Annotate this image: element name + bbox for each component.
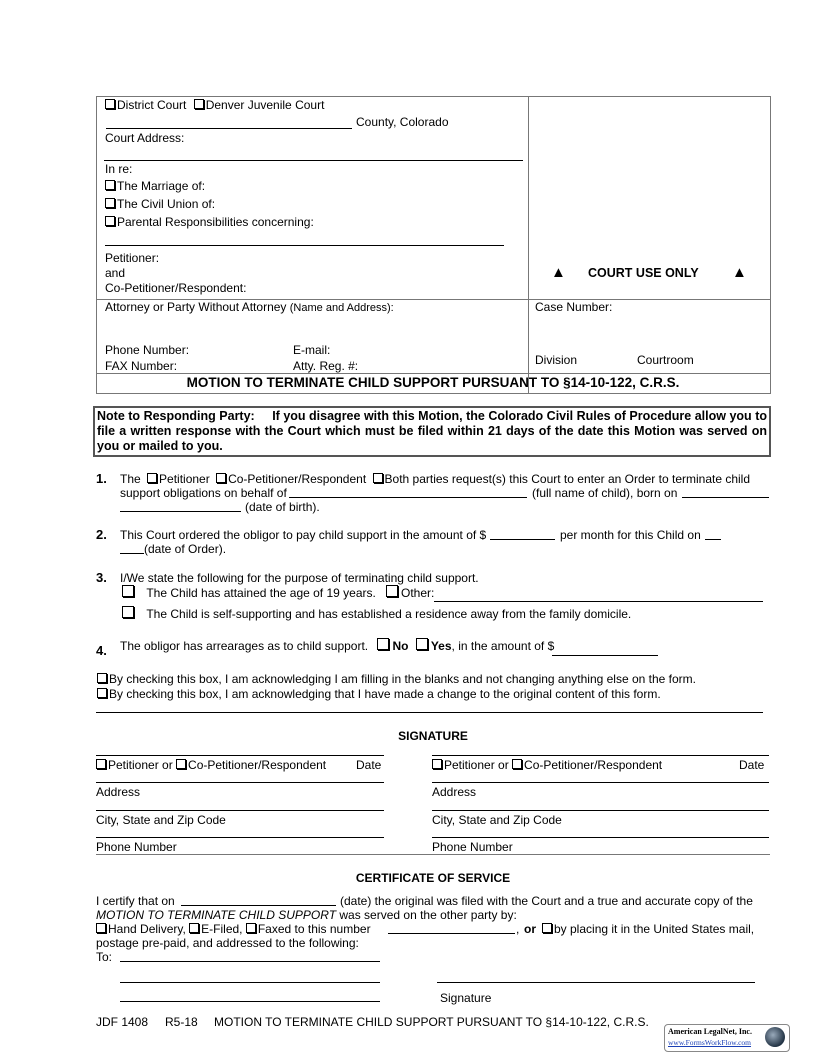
mail-label: by placing it in the United States mail, <box>554 922 755 936</box>
order-date-blank[interactable] <box>705 539 721 540</box>
court-address-label: Court Address: <box>105 131 185 145</box>
other-checkbox[interactable] <box>386 585 398 597</box>
age-19-checkbox[interactable] <box>122 585 134 597</box>
ack-2-row <box>97 687 661 701</box>
atty-reg-label: Atty. Reg. #: <box>293 359 359 373</box>
fax-label: FAX Number: <box>105 359 178 373</box>
item-3-line1: I/We state the following for the purpose of terminating child support. <box>120 571 479 585</box>
juvenile-court-checkbox[interactable] <box>194 99 204 109</box>
cert-mail-row <box>542 922 754 936</box>
sig-right-petitioner-label: Petitioner or <box>444 758 509 772</box>
city-label-left: City, State and Zip Code <box>96 813 226 827</box>
in-re-label: In re: <box>105 162 133 176</box>
sig-right-co-checkbox[interactable] <box>512 759 522 769</box>
address-label-left: Address <box>96 785 141 799</box>
cert-comma: , <box>516 922 520 936</box>
logo-url: www.FormsWorkFlow.com <box>668 1038 752 1047</box>
ack-1-checkbox[interactable] <box>97 673 107 683</box>
cert-line2 <box>96 908 517 922</box>
age-19-label: The Child has attained the age of 19 years. <box>146 586 376 600</box>
item-1-co-petitioner-checkbox[interactable] <box>216 473 226 483</box>
order-date-blank-2[interactable] <box>120 553 144 554</box>
self-supporting-checkbox[interactable] <box>122 606 134 618</box>
sig-left-date-label: Date <box>356 758 382 772</box>
item-2-number: 2. <box>96 527 107 542</box>
district-court-checkbox[interactable] <box>105 99 115 109</box>
courtroom-label: Courtroom <box>637 353 694 367</box>
item-3-option2-row <box>122 606 631 621</box>
arrears-no-checkbox[interactable] <box>377 638 389 650</box>
attorney-row <box>105 300 394 314</box>
petitioner-label: Petitioner: <box>105 251 160 265</box>
city-line-right[interactable] <box>432 810 769 811</box>
item-1-line1 <box>120 472 750 486</box>
footer-form-id: JDF 1408 <box>96 1015 149 1029</box>
civil-union-checkbox[interactable] <box>105 198 115 208</box>
ack-1-row <box>97 672 696 686</box>
item-4-text: The obligor has arrearages as to child support. <box>120 639 369 653</box>
support-amount-blank[interactable] <box>490 539 555 540</box>
fax-number-blank[interactable] <box>388 933 515 934</box>
ack-2-checkbox[interactable] <box>97 688 107 698</box>
court-use-only-label: COURT USE ONLY <box>588 266 699 280</box>
phone-line-right[interactable] <box>432 837 769 838</box>
other-blank[interactable] <box>434 601 763 602</box>
item-4-number: 4. <box>96 643 107 658</box>
address-line-left[interactable] <box>96 782 384 783</box>
cert-motion-title: MOTION TO TERMINATE CHILD SUPPORT <box>96 908 337 922</box>
court-address-blank[interactable] <box>104 160 523 161</box>
party-names-blank[interactable] <box>105 245 504 246</box>
address-blank-3[interactable] <box>120 1001 380 1002</box>
phone-line-left[interactable] <box>96 837 384 838</box>
faxed-checkbox[interactable] <box>246 923 256 933</box>
sig-left-petitioner-checkbox[interactable] <box>96 759 106 769</box>
address-label-right: Address <box>432 785 477 799</box>
cert-to-label: To: <box>96 950 113 964</box>
service-date-blank[interactable] <box>181 905 336 906</box>
and-label: and <box>105 266 126 280</box>
city-line-left[interactable] <box>96 810 384 811</box>
arrears-yes-checkbox[interactable] <box>416 638 428 650</box>
parental-label: Parental Responsibilities concerning: <box>117 215 314 229</box>
arrears-yes-label: Yes <box>430 639 452 653</box>
co-petitioner-label: Co-Petitioner/Respondent: <box>105 281 247 295</box>
sig-left-co-label: Co-Petitioner/Respondent <box>188 758 327 772</box>
item-1-petitioner-checkbox[interactable] <box>147 473 157 483</box>
civil-union-label: The Civil Union of: <box>117 197 216 211</box>
hand-delivery-label: Hand Delivery, <box>108 922 186 936</box>
item-3-other-row <box>386 585 434 600</box>
division-label: Division <box>535 353 578 367</box>
item-1-both-checkbox[interactable] <box>373 473 383 483</box>
attorney-label: Attorney or Party Without Attorney <box>105 300 287 314</box>
item-1-line3: (date of birth). <box>245 500 320 514</box>
footer-title: MOTION TO TERMINATE CHILD SUPPORT PURSUANT TO §14-10-122, C.R.S. <box>214 1015 649 1029</box>
cert-line2b: was served on the other party by: <box>339 908 517 922</box>
phone-label-right: Phone Number <box>432 840 513 854</box>
item-2-line1b: per month for this Child on <box>560 528 701 542</box>
arrears-amount-label: , in the amount of $ <box>451 639 555 653</box>
item-1-co-petitioner-label: Co-Petitioner/Respondent <box>228 472 367 486</box>
cert-signature-label: Signature <box>440 991 492 1005</box>
note-label: Note to Responding Party: <box>97 409 255 423</box>
sig-left-petitioner-label: Petitioner or <box>108 758 173 772</box>
item-4-row <box>120 638 554 653</box>
faxed-label: Faxed to this number <box>257 922 371 936</box>
marriage-label: The Marriage of: <box>117 179 206 193</box>
cert-or-label: or <box>524 922 536 936</box>
item-1-line2a: support obligations on behalf of <box>120 486 287 500</box>
sig-left-co-checkbox[interactable] <box>176 759 186 769</box>
district-court-label: District Court <box>117 98 187 112</box>
sig-right-date-label: Date <box>739 758 765 772</box>
item-3-number: 3. <box>96 570 107 585</box>
attorney-sublabel: (Name and Address): <box>289 302 394 314</box>
ack-1-label: By checking this box, I am acknowledging I am filling in the blanks and not changing anything else on the form. <box>109 672 697 686</box>
ack-2-label: By checking this box, I am acknowledging that I have made a change to the original content of this form. <box>109 687 661 701</box>
divider-line <box>96 712 763 713</box>
footer-revision: R5-18 <box>165 1015 198 1029</box>
sig-right-petitioner-checkbox[interactable] <box>432 759 442 769</box>
note-box <box>93 406 771 457</box>
form-title: MOTION TO TERMINATE CHILD SUPPORT PURSUANT TO §14-10-122, C.R.S. <box>186 375 680 390</box>
divider-line <box>96 854 770 855</box>
item-1-line2b: (full name of child), born on <box>532 486 678 500</box>
child-name-blank[interactable] <box>289 497 527 498</box>
logo-name: American LegalNet, Inc. <box>668 1027 752 1036</box>
item-2-line1a: This Court ordered the obligor to pay child support in the amount of $ <box>120 528 487 542</box>
birth-date-blank-2[interactable] <box>120 511 241 512</box>
signature-heading: SIGNATURE <box>398 729 468 743</box>
case-number-label: Case Number: <box>535 300 613 314</box>
hand-delivery-checkbox[interactable] <box>96 923 106 933</box>
other-label: Other: <box>401 586 435 600</box>
juvenile-court-label: Denver Juvenile Court <box>205 98 325 112</box>
arrears-amount-blank[interactable] <box>552 655 658 656</box>
item-2-line2: (date of Order). <box>144 542 227 556</box>
civil-union-option <box>105 197 215 211</box>
item-1-the: The <box>120 472 141 486</box>
parental-option <box>105 215 314 229</box>
address-blank-1[interactable] <box>120 961 380 962</box>
cert-signature-line[interactable] <box>437 982 755 983</box>
item-1-petitioner-label: Petitioner <box>159 472 210 486</box>
phone-label-left: Phone Number <box>96 840 177 854</box>
signer-role-right <box>432 758 662 772</box>
self-supporting-label: The Child is self-supporting and has established a residence away from the family domicile. <box>146 607 632 621</box>
note-text: If you disagree with this Motion, the Colorado Civil Rules of Procedure allow you to file a written response with the Court which must be filed within 21 days of the date this Motion was served on you or mailed to you. <box>97 409 767 453</box>
address-blank-2[interactable] <box>120 982 380 983</box>
marriage-option <box>105 179 205 193</box>
signer-role-left <box>96 758 326 772</box>
county-blank[interactable] <box>106 128 352 129</box>
phone-label: Phone Number: <box>105 343 190 357</box>
efiled-label: E-Filed, <box>201 922 243 936</box>
marriage-checkbox[interactable] <box>105 180 115 190</box>
cert-methods-row <box>96 922 371 936</box>
county-label: County, Colorado <box>356 115 449 129</box>
birth-date-blank[interactable] <box>682 497 769 498</box>
email-label: E-mail: <box>293 343 331 357</box>
sig-right-co-label: Co-Petitioner/Respondent <box>524 758 663 772</box>
publisher-logo <box>664 1024 790 1052</box>
certificate-heading: CERTIFICATE OF SERVICE <box>355 871 511 885</box>
item-1-number: 1. <box>96 471 107 486</box>
signature-line-right[interactable] <box>432 755 769 756</box>
caption-divider <box>96 373 770 374</box>
globe-icon <box>765 1027 785 1047</box>
cert-line4: postage pre-paid, and addressed to the following: <box>96 936 359 950</box>
cert-line1b: (date) the original was filed with the Court and a true and accurate copy of the <box>340 894 753 908</box>
efiled-checkbox[interactable] <box>189 923 199 933</box>
item-3-option-row <box>122 585 376 600</box>
caption-divider <box>528 96 529 393</box>
triangle-icon: ▲ <box>551 264 566 281</box>
mail-checkbox[interactable] <box>542 923 552 933</box>
signature-line-left[interactable] <box>96 755 384 756</box>
item-1-both-label: Both parties request(s) this Court to enter an Order to terminate child <box>384 472 751 486</box>
city-label-right: City, State and Zip Code <box>432 813 562 827</box>
parental-checkbox[interactable] <box>105 216 115 226</box>
triangle-icon: ▲ <box>732 264 747 281</box>
cert-line1a: I certify that on <box>96 894 175 908</box>
address-line-right[interactable] <box>432 782 769 783</box>
arrears-no-label: No <box>392 639 409 653</box>
court-type-row <box>105 98 324 112</box>
